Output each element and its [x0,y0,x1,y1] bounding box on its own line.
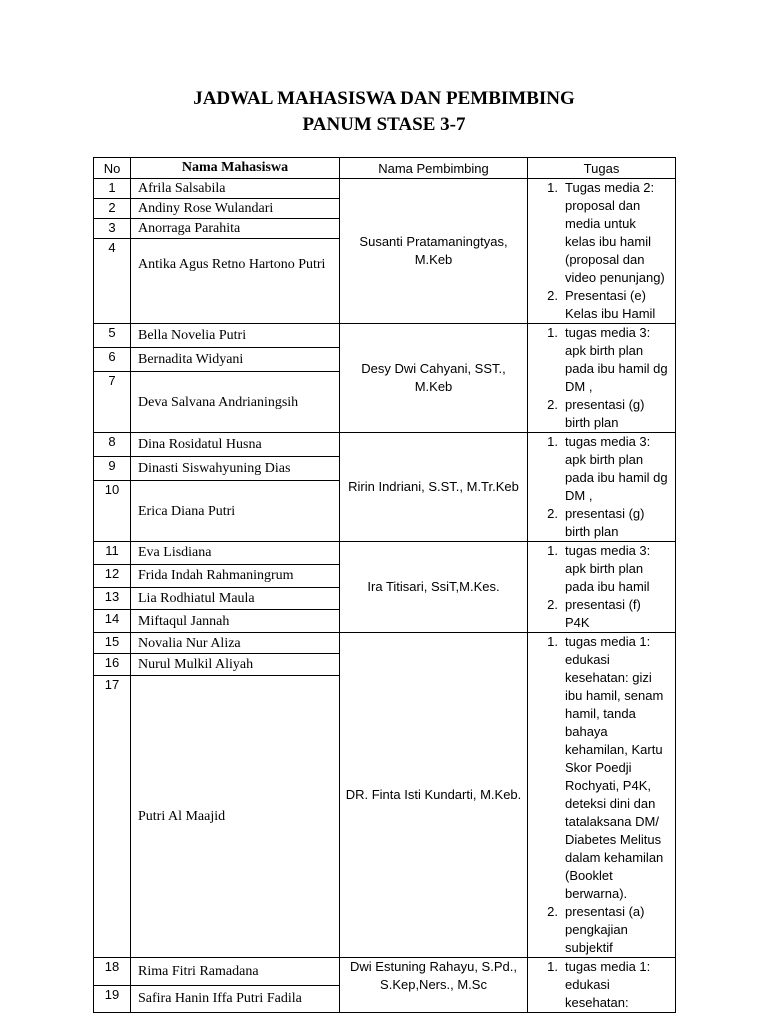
row-number: 13 [94,587,131,610]
header-no: No [94,158,131,179]
supervisor-name: Desy Dwi Cahyani, SST., M.Keb [340,324,528,433]
task-text: presentasi (g) birth plan [565,506,645,539]
task-list [528,324,669,432]
task-item [528,596,669,632]
task-text: Presentasi (e) Kelas ibu Hamil [565,288,656,321]
student-name: Frida Indah Rahmaningrum [131,564,340,587]
row-number: 1 [94,179,131,199]
row-number: 10 [94,481,131,542]
row-number: 6 [94,348,131,372]
student-name: Dinasti Siswahyuning Dias [131,457,340,481]
row-number: 4 [94,239,131,324]
task-item [528,505,669,541]
task-text: tugas media 3: apk birth plan pada ibu hamil [565,543,651,594]
student-name: Putri Al Maajid [131,675,340,957]
task-number: 1. [547,434,558,449]
table-row [94,433,676,457]
task-item [528,179,669,287]
row-number: 5 [94,324,131,348]
task-cell [528,958,676,1013]
schedule-table [93,157,676,1013]
student-name: Bella Novelia Putri [131,324,340,348]
row-number: 8 [94,433,131,457]
table-row [94,179,676,199]
task-list [528,633,669,957]
task-text: tugas media 1: edukasi kesehatan: [565,959,651,1010]
task-list [528,958,669,1012]
task-cell [528,179,676,324]
header-nama-mahasiswa: Nama Mahasiswa [131,158,340,179]
task-text: presentasi (f) P4K [565,597,641,630]
task-item [528,633,669,903]
task-text: tugas media 1: edukasi kesehatan: gizi ibu hamil, senam hamil, tanda bahaya kehamilan, Kartu Skor Poedji Rochyati, P4K, deteksi dini dan tatalaksana DM/ Diabetes Melitus dalam kehamilan (Booklet berwarna). [565,634,664,901]
task-item [528,396,669,432]
task-list [528,179,669,323]
supervisor-name: Dwi Estuning Rahayu, S.Pd., S.Kep,Ners., M.Sc [340,958,528,1013]
student-name: Eva Lisdiana [131,542,340,565]
table-row [94,324,676,348]
row-number: 18 [94,958,131,986]
task-number: 1. [547,959,558,974]
student-name: Dina Rosidatul Husna [131,433,340,457]
student-name: Anorraga Parahita [131,219,340,239]
row-number: 16 [94,654,131,675]
header-nama-pembimbing: Nama Pembimbing [340,158,528,179]
supervisor-name: Ira Titisari, SsiT,M.Kes. [340,542,528,633]
row-number: 2 [94,199,131,219]
table-row [94,633,676,654]
task-number: 2. [547,597,558,612]
student-name: Bernadita Widyani [131,348,340,372]
student-name: Miftaqul Jannah [131,610,340,633]
task-list [528,542,669,632]
table-row [94,958,676,986]
task-cell [528,633,676,958]
task-number: 1. [547,325,558,340]
student-name: Afrila Salsabila [131,179,340,199]
student-name: Andiny Rose Wulandari [131,199,340,219]
task-number: 2. [547,288,558,303]
task-item [528,287,669,323]
row-number: 14 [94,610,131,633]
task-text: tugas media 3: apk birth plan pada ibu hamil dg DM , [565,325,668,394]
task-cell [528,433,676,542]
task-number: 1. [547,634,558,649]
task-number: 1. [547,180,558,195]
task-item [528,433,669,505]
task-text: tugas media 3: apk birth plan pada ibu hamil dg DM , [565,434,668,503]
task-cell [528,542,676,633]
task-text: presentasi (a) pengkajian subjektif [565,904,645,955]
task-number: 2. [547,904,558,919]
student-name: Nurul Mulkil Aliyah [131,654,340,675]
student-name: Deva Salvana Andrianingsih [131,372,340,433]
task-item [528,542,669,596]
task-number: 2. [547,506,558,521]
table-row [94,542,676,565]
student-name: Rima Fitri Ramadana [131,958,340,986]
task-list [528,433,669,541]
header-tugas: Tugas [528,158,676,179]
document-title-line1: JADWAL MAHASISWA DAN PEMBIMBING [193,88,575,109]
student-name: Lia Rodhiatul Maula [131,587,340,610]
row-number: 17 [94,675,131,957]
student-name: Novalia Nur Aliza [131,633,340,654]
task-number: 1. [547,543,558,558]
row-number: 19 [94,985,131,1013]
header-row [94,158,676,179]
supervisor-name: Susanti Pratamaningtyas, M.Keb [340,179,528,324]
student-name: Antika Agus Retno Hartono Putri [131,239,340,324]
document-title-line2: PANUM STASE 3-7 [302,114,466,135]
task-text: presentasi (g) birth plan [565,397,645,430]
student-name: Erica Diana Putri [131,481,340,542]
supervisor-name: Ririn Indriani, S.ST., M.Tr.Keb [340,433,528,542]
task-item [528,958,669,1012]
student-name: Safira Hanin Iffa Putri Fadila [131,985,340,1013]
task-item [528,903,669,957]
row-number: 3 [94,219,131,239]
task-number: 2. [547,397,558,412]
task-cell [528,324,676,433]
row-number: 15 [94,633,131,654]
row-number: 12 [94,564,131,587]
row-number: 7 [94,372,131,433]
supervisor-name: DR. Finta Isti Kundarti, M.Keb. [340,633,528,958]
task-text: Tugas media 2: proposal dan media untuk kelas ibu hamil (proposal dan video penunjang) [565,180,665,285]
row-number: 11 [94,542,131,565]
task-item [528,324,669,396]
row-number: 9 [94,457,131,481]
